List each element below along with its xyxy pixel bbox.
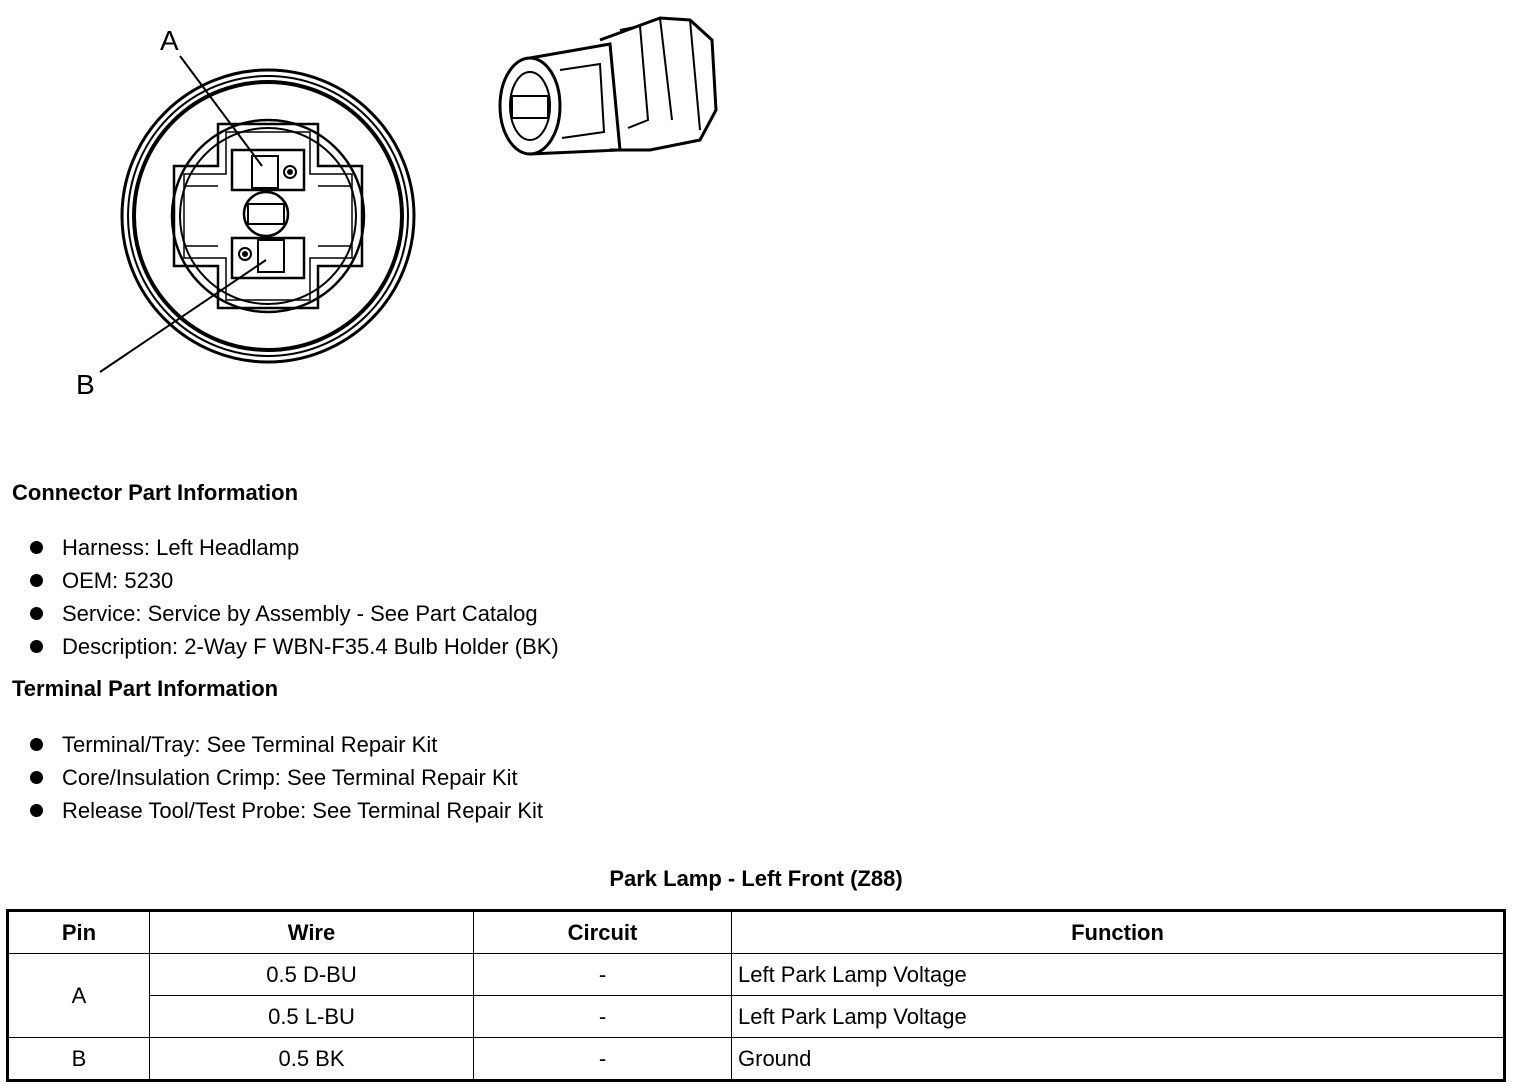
label-b: B [76, 369, 95, 400]
header-pin: Pin [8, 911, 150, 954]
bullet-icon [30, 541, 43, 554]
header-wire: Wire [150, 911, 474, 954]
terminal-info-list [28, 728, 543, 827]
label-a: A [160, 25, 179, 56]
cell-circuit: - [474, 1038, 732, 1081]
list-item: Service: Service by Assembly - See Part Catalog [28, 597, 559, 630]
cell-circuit: - [474, 954, 732, 996]
table-row [8, 954, 1505, 996]
cell-function: Ground [732, 1038, 1505, 1081]
cell-wire: 0.5 BK [150, 1038, 474, 1081]
cell-wire: 0.5 D-BU [150, 954, 474, 996]
cell-pin: B [8, 1038, 150, 1081]
list-item: Terminal/Tray: See Terminal Repair Kit [28, 728, 543, 761]
list-item: Harness: Left Headlamp [28, 531, 559, 564]
connector-diagram [0, 0, 760, 420]
header-circuit: Circuit [474, 911, 732, 954]
table-header-row [8, 911, 1505, 954]
bullet-icon [30, 574, 43, 587]
list-item: OEM: 5230 [28, 564, 559, 597]
connector-info-title: Connector Part Information [12, 480, 299, 505]
bullet-icon [30, 640, 43, 653]
list-item: Core/Insulation Crimp: See Terminal Repair Kit [28, 761, 543, 794]
table-title: Park Lamp - Left Front (Z88) [609, 866, 903, 891]
table-row [8, 1038, 1505, 1081]
cell-circuit: - [474, 996, 732, 1038]
pin-table [6, 909, 1506, 1082]
header-function: Function [732, 911, 1505, 954]
cell-function: Left Park Lamp Voltage [732, 954, 1505, 996]
table-row [8, 996, 1505, 1038]
connector-info-list [28, 531, 559, 663]
bullet-icon [30, 771, 43, 784]
bullet-icon [30, 804, 43, 817]
list-item: Release Tool/Test Probe: See Terminal Repair Kit [28, 794, 543, 827]
bullet-icon [30, 738, 43, 751]
cell-pin: A [8, 954, 150, 1038]
cell-wire: 0.5 L-BU [150, 996, 474, 1038]
list-item: Description: 2-Way F WBN-F35.4 Bulb Holder (BK) [28, 630, 559, 663]
bullet-icon [30, 607, 43, 620]
terminal-info-title: Terminal Part Information [12, 676, 279, 701]
cell-function: Left Park Lamp Voltage [732, 996, 1505, 1038]
